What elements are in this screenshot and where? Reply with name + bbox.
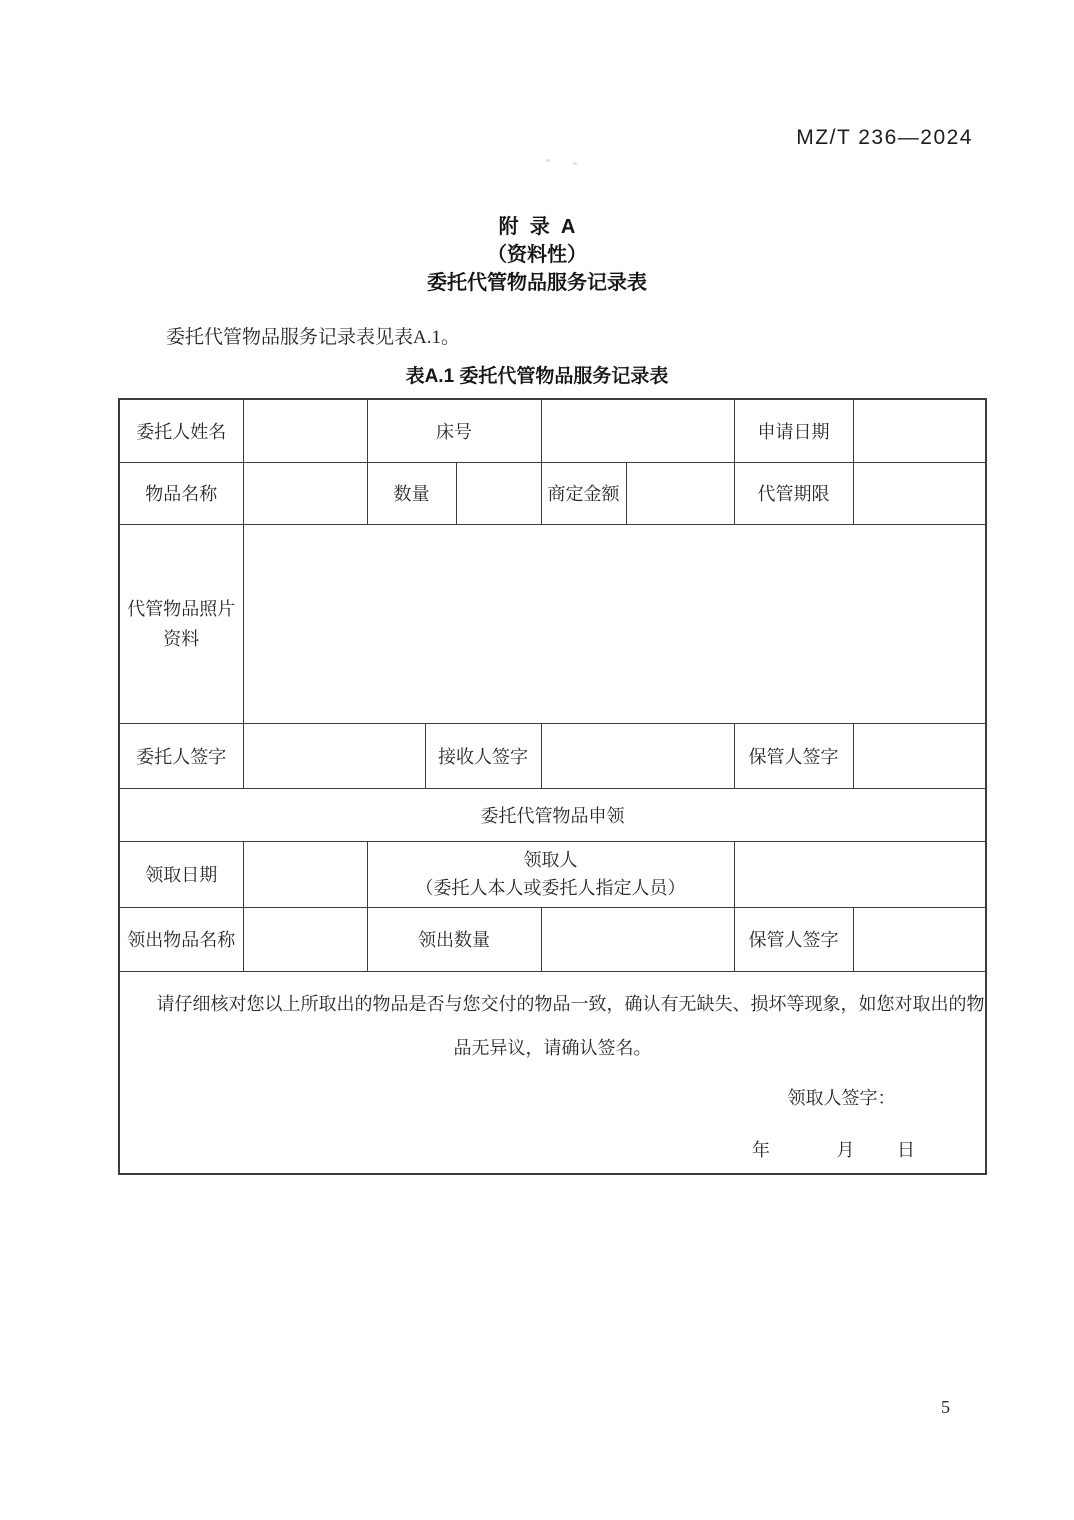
- custodian-signature2-input-cell: [853, 907, 986, 971]
- page-number: 5: [941, 1397, 950, 1417]
- item-photos-label-line1: 代管物品照片: [127, 598, 236, 619]
- custodian-signature-input-cell: [853, 723, 986, 788]
- table-row: [119, 524, 986, 723]
- custody-period-input-cell: [853, 462, 986, 524]
- application-date-input-cell: [853, 399, 986, 462]
- table-row: [119, 907, 986, 971]
- year-label: 年: [752, 1140, 770, 1161]
- item-photos-label-cell: [119, 524, 243, 723]
- item-photos-input-cell: [243, 524, 986, 723]
- claimant-label-line1: 领取人: [523, 850, 578, 870]
- claim-notice-cell: [119, 971, 986, 1174]
- standard-number: MZ/T 236—2024: [796, 126, 973, 149]
- scan-artifact: [573, 162, 577, 165]
- month-label: 月: [836, 1140, 855, 1161]
- table-caption: 表A.1 委托代管物品服务记录表: [405, 366, 669, 387]
- client-name-input-cell: [243, 399, 367, 462]
- table-row: [119, 788, 986, 841]
- claim-section-header-cell: 委托代管物品申领: [119, 788, 986, 841]
- claimant-input-cell: [734, 841, 986, 907]
- bed-number-label-cell: 床号: [367, 399, 541, 462]
- quantity-input-cell: [456, 462, 541, 524]
- appendix-heading: 附 录 A: [498, 216, 576, 238]
- custody-period-label-cell: 代管期限: [734, 462, 853, 524]
- custodian-signature2-label-cell: 保管人签字: [734, 907, 853, 971]
- agreed-amount-label-cell: 商定金额: [541, 462, 626, 524]
- claim-date-blank-line: [682, 1136, 985, 1162]
- client-signature-input-cell: [243, 723, 425, 788]
- client-signature-label-cell: 委托人签字: [119, 723, 243, 788]
- table-row: [119, 971, 986, 1174]
- bed-number-input-cell: [541, 399, 734, 462]
- scan-artifact: [546, 159, 550, 162]
- intro-paragraph: 委托代管物品服务记录表见表A.1。: [166, 327, 460, 348]
- custodian-signature-label-cell: 保管人签字: [734, 723, 853, 788]
- claimed-item-name-label-cell: 领出物品名称: [119, 907, 243, 971]
- application-date-label-cell: 申请日期: [734, 399, 853, 462]
- item-name-input-cell: [243, 462, 367, 524]
- day-label: 日: [897, 1140, 915, 1161]
- claimant-signature-label: 领取人签字：: [787, 1088, 896, 1109]
- claimed-quantity-input-cell: [541, 907, 734, 971]
- claimed-item-name-input-cell: [243, 907, 367, 971]
- claim-date-input-cell: [243, 841, 367, 907]
- claim-date-label-cell: 领取日期: [119, 841, 243, 907]
- appendix-title: 委托代管物品服务记录表: [427, 272, 647, 294]
- item-name-label-cell: 物品名称: [119, 462, 243, 524]
- receiver-signature-input-cell: [541, 723, 734, 788]
- claimant-label-cell: [367, 841, 734, 907]
- item-photos-label-line2: 资料: [163, 628, 200, 649]
- client-name-label-cell: 委托人姓名: [119, 399, 243, 462]
- appendix-subheading: （资料性）: [487, 244, 587, 266]
- claimed-quantity-label-cell: 领出数量: [367, 907, 541, 971]
- table-row: [119, 841, 986, 907]
- appendix-heading-block: [0, 213, 1074, 297]
- claim-notice-text: 请仔细核对您以上所取出的物品是否与您交付的物品一致，确认有无缺失、损坏等现象，如您对取出的物品无异议，请确认签名。: [156, 994, 985, 1059]
- receiver-signature-label-cell: 接收人签字: [425, 723, 541, 788]
- claimant-label-line2: （委托人本人或委托人指定人员）: [415, 878, 686, 898]
- table-row: [119, 462, 986, 524]
- quantity-label-cell: 数量: [367, 462, 456, 524]
- table-row: [119, 399, 986, 462]
- custody-record-form-table: [118, 398, 987, 1175]
- table-row: [119, 723, 986, 788]
- agreed-amount-input-cell: [626, 462, 734, 524]
- claimant-signature-line: [698, 1084, 985, 1110]
